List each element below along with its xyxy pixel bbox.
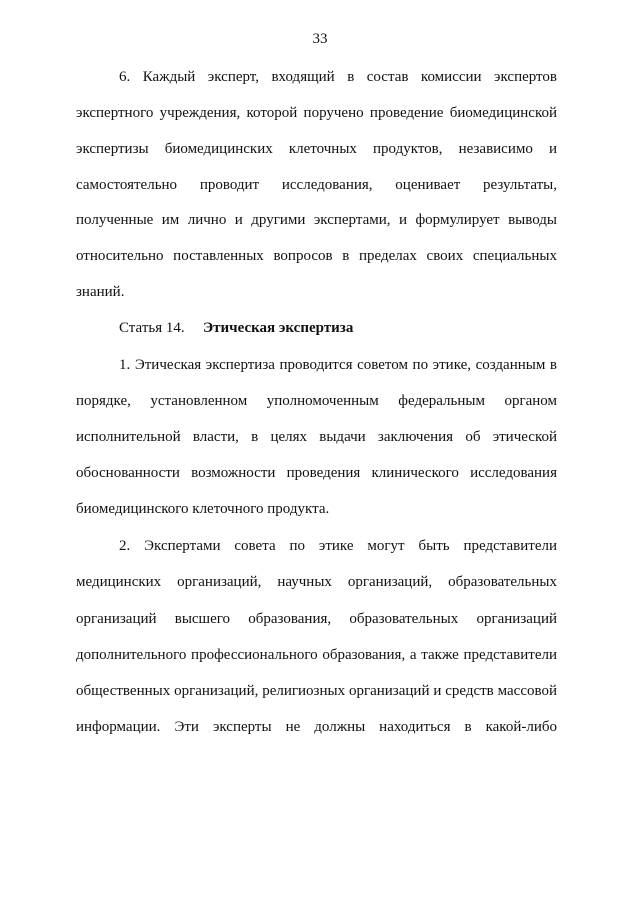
page-number: 33: [312, 31, 328, 47]
text-line: полученные им лично и другими экспертами, и формулирует выводы: [76, 212, 557, 228]
text-line: организаций высшего образования, образовательных организаций: [76, 611, 557, 627]
text-line: 6. Каждый эксперт, входящий в состав комиссии экспертов: [119, 69, 557, 85]
text-line: знаний.: [76, 284, 125, 300]
text-line: 2. Экспертами совета по этике могут быть представители: [119, 538, 557, 554]
article-title: Этическая экспертиза: [203, 320, 354, 336]
text-line: биомедицинского клеточного продукта.: [76, 501, 330, 517]
article-number: Статья 14.: [119, 320, 185, 336]
text-line: общественных организаций, религиозных организаций и средств массовой: [76, 683, 557, 699]
article-heading: [119, 318, 353, 338]
text-line: экспертного учреждения, которой поручено проведение биомедицинской: [76, 105, 557, 121]
text-line: информации. Эти эксперты не должны находиться в какой-либо: [76, 719, 557, 735]
text-line: 1. Этическая экспертиза проводится советом по этике, созданным в: [119, 357, 557, 373]
text-line: медицинских организаций, научных организаций, образовательных: [76, 574, 557, 590]
text-line: относительно поставленных вопросов в пределах своих специальных: [76, 248, 557, 264]
text-line: экспертизы биомедицинских клеточных продуктов, независимо и: [76, 141, 557, 157]
text-line: самостоятельно проводит исследования, оценивает результаты,: [76, 177, 557, 193]
text-line: дополнительного профессионального образования, а также представители: [76, 647, 557, 663]
text-line: исполнительной власти, в целях выдачи заключения об этической: [76, 429, 557, 445]
text-line: порядке, установленном уполномоченным федеральным органом: [76, 393, 557, 409]
text-line: обоснованности возможности проведения клинического исследования: [76, 465, 557, 481]
